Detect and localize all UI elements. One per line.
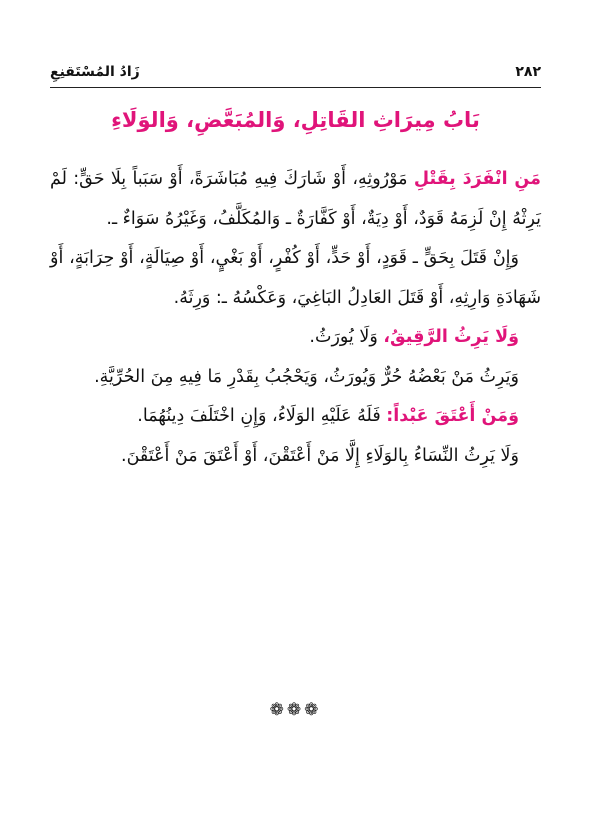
paragraph-highlight: وَلَا يَرِثُ الرَّقِيقُ، xyxy=(383,327,519,347)
paragraph-text: مَوْرُوثِهِ، أَوْ شَارَكَ فِيهِ مُبَاشَرَةً، أَوْ سَبَباً بِلَا حَقٍّ: لَمْ يَرِثْهُ إِنْ لَزِمَهُ قَوَدٌ، أَوْ دِيَةٌ، أَوْ كَفَّارَةٌ ـ وَالمُكَلَّفُ، وَغَيْرُهُ سَوَاءٌ ـ. xyxy=(50,169,541,229)
page-number: ٢٨٢ xyxy=(515,64,541,80)
chapter-title: بَابُ مِيرَاثِ القَاتِلِ، وَالمُبَعَّضِ، وَالوَلَاءِ xyxy=(111,108,480,132)
paragraph-1 xyxy=(50,160,541,239)
paragraph-highlight: وَمَنْ أَعْتَقَ عَبْداً: xyxy=(386,406,519,426)
flower-ornament-icon: ❁❁❁ xyxy=(269,700,322,720)
paragraph-2 xyxy=(50,239,541,318)
paragraph-6 xyxy=(50,437,541,477)
paragraph-text: فَلَهُ عَلَيْهِ الوَلَاءُ، وَإِنِ اخْتَلَفَ دِينُهُمَا. xyxy=(137,406,387,426)
paragraph-highlight: مَنِ انْفَرَدَ بِقَتْلِ xyxy=(413,169,541,189)
paragraph-text: وَإِنْ قَتَلَ بِحَقٍّ ـ قَوَدٍ، أَوْ حَدٍّ، أَوْ كُفْرٍ، أَوْ بَغْيٍ، أَوْ صِيَالَةٍ، أَوْ حِرَابَةٍ، أَوْ شَهَادَةِ وَارِثِهِ، أَوْ قَتَلَ العَادِلُ البَاغِيَ، وَعَكْسُهُ ـ: وَرِثَهُ. xyxy=(50,248,541,308)
chapter-body xyxy=(50,160,541,476)
paragraph-text: وَلَا يَرِثُ النِّسَاءُ بِالوَلَاءِ إِلَّا مَنْ أَعْتَقْنَ، أَوْ أَعْتَقَ مَنْ أَعْتَقْنَ. xyxy=(121,445,519,466)
paragraph-3 xyxy=(50,318,541,358)
book-title: زَادُ المُسْتَقنِعِ xyxy=(50,64,140,80)
paragraph-text: وَلَا يُورَثُ. xyxy=(309,327,384,347)
paragraph-text: وَيَرِثُ مَنْ بَعْضُهُ حُرٌّ وَيُورَثُ، وَيَحْجُبُ بِقَدْرِ مَا فِيهِ مِنَ الحُرِّيَّةِ. xyxy=(94,366,519,387)
paragraph-5 xyxy=(50,397,541,437)
running-header xyxy=(50,60,541,84)
paragraph-4 xyxy=(50,358,541,398)
header-divider xyxy=(50,87,541,88)
